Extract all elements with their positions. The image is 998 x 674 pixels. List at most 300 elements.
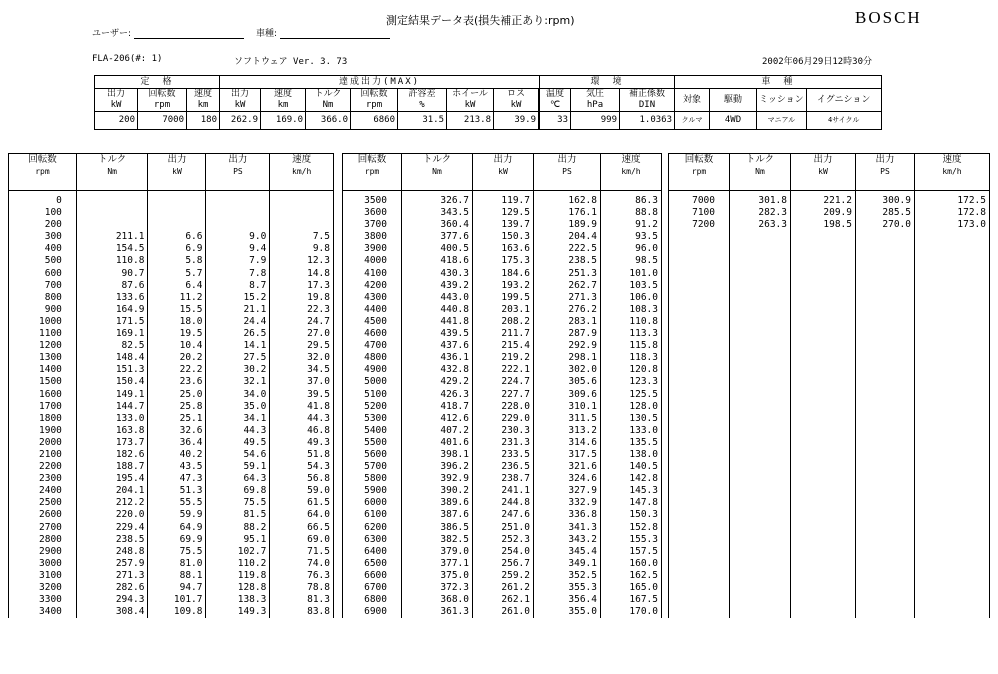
- col-label-ps: 出力: [875, 154, 895, 165]
- col-unit-torque: Nm: [755, 167, 765, 176]
- cell-rpm: 7100: [669, 207, 730, 219]
- cell-speed: 74.0: [270, 558, 334, 570]
- cell-power: 211.7: [473, 328, 534, 340]
- cell-rpm: 5000: [343, 376, 402, 388]
- cell-torque: 387.6: [402, 509, 473, 521]
- cell-torque: 257.9: [76, 558, 148, 570]
- cell-power: 36.4: [148, 437, 206, 449]
- cell-speed: [915, 509, 990, 521]
- cell-power: [148, 207, 206, 219]
- cell-rpm: 5700: [343, 461, 402, 473]
- cell-torque: [730, 376, 791, 388]
- cell-rpm: 4500: [343, 316, 402, 328]
- cell-speed: 138.0: [601, 449, 662, 461]
- cell-power: [791, 594, 856, 606]
- cell-power: 228.0: [473, 401, 534, 413]
- cell-rpm: 100: [9, 207, 77, 219]
- cell-power: [791, 255, 856, 267]
- hdr-achieved-rpm: 回転数 rpm: [351, 89, 398, 112]
- cell-speed: 78.8: [270, 582, 334, 594]
- cell-power: 238.7: [473, 473, 534, 485]
- val-target: クルマ: [675, 112, 710, 130]
- col-unit-rpm: rpm: [691, 167, 707, 176]
- cell-power: 229.0: [473, 413, 534, 425]
- table-row: [669, 191, 990, 208]
- cell-speed: 81.3: [270, 594, 334, 606]
- cell-ps: [856, 485, 915, 497]
- cell-power: 5.8: [148, 255, 206, 267]
- cell-speed: 51.8: [270, 449, 334, 461]
- cell-ps: [856, 280, 915, 292]
- cell-rpm: [669, 534, 730, 546]
- cell-speed: 66.5: [270, 522, 334, 534]
- cell-torque: [730, 437, 791, 449]
- cell-speed: 24.7: [270, 316, 334, 328]
- cell-rpm: 1100: [9, 328, 77, 340]
- cell-power: [791, 340, 856, 352]
- cell-torque: 282.6: [76, 582, 148, 594]
- cell-speed: 160.0: [601, 558, 662, 570]
- cell-rpm: 4700: [343, 340, 402, 352]
- cell-speed: 128.0: [601, 401, 662, 413]
- cell-speed: 172.5: [915, 191, 990, 208]
- cell-torque: 440.8: [402, 304, 473, 316]
- cell-speed: [915, 340, 990, 352]
- cell-power: 6.9: [148, 243, 206, 255]
- cell-torque: 418.6: [402, 255, 473, 267]
- cell-torque: 263.3: [730, 219, 791, 231]
- cell-rpm: 300: [9, 231, 77, 243]
- hdr-mission: ミッション: [757, 89, 807, 112]
- cell-speed: [915, 243, 990, 255]
- col-label-speed: 速度: [942, 154, 962, 165]
- cell-rpm: 2600: [9, 509, 77, 521]
- cell-rpm: 6000: [343, 497, 402, 509]
- cell-ps: 287.9: [534, 328, 601, 340]
- cell-torque: 372.3: [402, 582, 473, 594]
- cell-power: 119.7: [473, 191, 534, 208]
- table-row: [343, 425, 662, 437]
- cell-ps: 355.3: [534, 582, 601, 594]
- hdr-achieved-speed: 速度 km: [261, 89, 306, 112]
- col-header-ps: [856, 154, 915, 191]
- cell-rpm: 1200: [9, 340, 77, 352]
- cell-ps: 95.1: [206, 534, 270, 546]
- cell-speed: 162.5: [601, 570, 662, 582]
- cell-ps: 317.5: [534, 449, 601, 461]
- val-achieved-power: 262.9: [220, 112, 261, 130]
- cell-torque: 195.4: [76, 473, 148, 485]
- cell-torque: 382.5: [402, 534, 473, 546]
- col-unit-power: kW: [172, 167, 182, 176]
- cell-rpm: [669, 522, 730, 534]
- measurement-datetime: 2002年06月29日12時30分: [762, 57, 873, 67]
- cell-rpm: 1700: [9, 401, 77, 413]
- cell-torque: 343.5: [402, 207, 473, 219]
- cell-rpm: [669, 292, 730, 304]
- col-unit-power: kW: [818, 167, 828, 176]
- table-row: [669, 461, 990, 473]
- cell-torque: 407.2: [402, 425, 473, 437]
- cell-torque: 169.1: [76, 328, 148, 340]
- cell-rpm: 4200: [343, 280, 402, 292]
- table-row: [9, 219, 334, 231]
- val-tolerance: 31.5: [398, 112, 447, 130]
- table-row: [343, 219, 662, 231]
- cell-ps: [206, 207, 270, 219]
- val-loss: 39.9: [494, 112, 539, 130]
- cell-power: 244.8: [473, 497, 534, 509]
- col-header-rpm: [669, 154, 730, 191]
- cell-power: 25.0: [148, 389, 206, 401]
- cell-rpm: 0: [9, 191, 77, 208]
- cell-power: [148, 191, 206, 208]
- cell-ps: 313.2: [534, 425, 601, 437]
- col-unit-torque: Nm: [432, 167, 442, 176]
- cell-torque: 90.7: [76, 268, 148, 280]
- cell-rpm: [669, 328, 730, 340]
- cell-torque: [730, 425, 791, 437]
- cell-torque: 377.6: [402, 231, 473, 243]
- cell-torque: 248.8: [76, 546, 148, 558]
- col-header-torque: [730, 154, 791, 191]
- cell-ps: 64.3: [206, 473, 270, 485]
- table-row: [669, 437, 990, 449]
- cell-rpm: [669, 473, 730, 485]
- cell-speed: 101.0: [601, 268, 662, 280]
- table-row: [9, 328, 334, 340]
- data-table-3: [668, 153, 990, 618]
- cell-torque: 212.2: [76, 497, 148, 509]
- cell-torque: 282.3: [730, 207, 791, 219]
- table-row: [9, 594, 334, 606]
- cell-power: [791, 582, 856, 594]
- cell-ps: [856, 304, 915, 316]
- cell-speed: [270, 191, 334, 208]
- cell-speed: [915, 546, 990, 558]
- cell-ps: 300.9: [856, 191, 915, 208]
- cell-rpm: 600: [9, 268, 77, 280]
- cell-power: 231.3: [473, 437, 534, 449]
- cell-power: 19.5: [148, 328, 206, 340]
- cell-torque: [730, 546, 791, 558]
- cell-ps: [856, 328, 915, 340]
- cell-speed: 110.8: [601, 316, 662, 328]
- cell-power: 261.0: [473, 606, 534, 618]
- cell-speed: 34.5: [270, 364, 334, 376]
- cell-speed: 29.5: [270, 340, 334, 352]
- cell-power: 208.2: [473, 316, 534, 328]
- table-row: [9, 389, 334, 401]
- cell-torque: [730, 364, 791, 376]
- cell-speed: 44.3: [270, 413, 334, 425]
- cell-torque: 164.9: [76, 304, 148, 316]
- cell-ps: 26.5: [206, 328, 270, 340]
- col-unit-rpm: rpm: [364, 167, 380, 176]
- table-row: [9, 243, 334, 255]
- cell-rpm: 6100: [343, 509, 402, 521]
- cell-speed: 103.5: [601, 280, 662, 292]
- cell-ps: [856, 255, 915, 267]
- table-row: [343, 401, 662, 413]
- table-row: [669, 522, 990, 534]
- cell-ps: 14.1: [206, 340, 270, 352]
- table-row: [669, 413, 990, 425]
- cell-ps: 309.6: [534, 389, 601, 401]
- cell-speed: [270, 207, 334, 219]
- cell-ps: [856, 292, 915, 304]
- col-unit-speed: km/h: [292, 167, 312, 176]
- cell-speed: 88.8: [601, 207, 662, 219]
- cell-torque: [730, 534, 791, 546]
- cell-ps: 336.8: [534, 509, 601, 521]
- cell-rpm: 1500: [9, 376, 77, 388]
- cell-rpm: [669, 449, 730, 461]
- cell-ps: 7.9: [206, 255, 270, 267]
- cell-torque: 426.3: [402, 389, 473, 401]
- cell-speed: 32.0: [270, 352, 334, 364]
- col-label-rpm: 回転数: [357, 154, 387, 165]
- cell-torque: 436.1: [402, 352, 473, 364]
- table-row: [9, 437, 334, 449]
- cell-torque: 326.7: [402, 191, 473, 208]
- table-row: [669, 401, 990, 413]
- cell-rpm: [669, 401, 730, 413]
- hdr-wheel: ホイール kW: [447, 89, 494, 112]
- cell-speed: [915, 231, 990, 243]
- cell-power: 55.5: [148, 497, 206, 509]
- cell-torque: [730, 255, 791, 267]
- table-row: [343, 497, 662, 509]
- table-row: [343, 473, 662, 485]
- col-header-torque: [76, 154, 148, 191]
- cell-power: 23.6: [148, 376, 206, 388]
- cell-power: 43.5: [148, 461, 206, 473]
- cell-speed: [915, 558, 990, 570]
- cell-rpm: 3600: [343, 207, 402, 219]
- table-row: [343, 534, 662, 546]
- cell-speed: [915, 473, 990, 485]
- table-row: [9, 207, 334, 219]
- cell-torque: [730, 413, 791, 425]
- cell-speed: 120.8: [601, 364, 662, 376]
- val-rpm: 7000: [138, 112, 187, 130]
- col-unit-speed: km/h: [621, 167, 641, 176]
- cell-power: [791, 570, 856, 582]
- cell-power: 129.5: [473, 207, 534, 219]
- cell-rpm: 2200: [9, 461, 77, 473]
- cell-ps: [856, 231, 915, 243]
- cell-rpm: 4600: [343, 328, 402, 340]
- cell-ps: 24.4: [206, 316, 270, 328]
- model-id: FLA-206(#: 1): [92, 54, 163, 64]
- table-row: [9, 570, 334, 582]
- table-row: [669, 255, 990, 267]
- table-row: [343, 509, 662, 521]
- data-table-1: [8, 153, 334, 618]
- cell-speed: 49.3: [270, 437, 334, 449]
- table-row: [9, 546, 334, 558]
- cell-ps: [856, 316, 915, 328]
- cell-ps: 59.1: [206, 461, 270, 473]
- cell-rpm: [669, 594, 730, 606]
- cell-power: 109.8: [148, 606, 206, 618]
- table-row: [669, 497, 990, 509]
- col-unit-torque: Nm: [107, 167, 117, 176]
- cell-ps: [856, 376, 915, 388]
- cell-torque: [730, 328, 791, 340]
- col-label-ps: 出力: [228, 154, 248, 165]
- cell-rpm: 700: [9, 280, 77, 292]
- cell-ps: [856, 340, 915, 352]
- cell-rpm: 2100: [9, 449, 77, 461]
- cell-torque: [730, 280, 791, 292]
- cell-ps: 30.2: [206, 364, 270, 376]
- cell-torque: 418.7: [402, 401, 473, 413]
- cell-power: [791, 522, 856, 534]
- cell-rpm: [669, 364, 730, 376]
- cell-power: 47.3: [148, 473, 206, 485]
- cell-speed: 59.0: [270, 485, 334, 497]
- cell-speed: [915, 437, 990, 449]
- cell-ps: 314.6: [534, 437, 601, 449]
- table-row: [669, 473, 990, 485]
- cell-speed: 106.0: [601, 292, 662, 304]
- table-row: [343, 522, 662, 534]
- cell-torque: 379.0: [402, 546, 473, 558]
- table-row: [669, 534, 990, 546]
- vehicle-value-line: [280, 29, 390, 39]
- table-row: [9, 582, 334, 594]
- cell-torque: 133.6: [76, 292, 148, 304]
- cell-ps: 349.1: [534, 558, 601, 570]
- cell-power: 193.2: [473, 280, 534, 292]
- cell-power: [791, 497, 856, 509]
- table-row: [9, 522, 334, 534]
- cell-speed: 64.0: [270, 509, 334, 521]
- cell-rpm: 800: [9, 292, 77, 304]
- cell-ps: 149.3: [206, 606, 270, 618]
- cell-speed: [915, 594, 990, 606]
- cell-power: 18.0: [148, 316, 206, 328]
- cell-power: [791, 364, 856, 376]
- cell-rpm: [669, 413, 730, 425]
- table-row: [343, 582, 662, 594]
- cell-rpm: 4400: [343, 304, 402, 316]
- cell-torque: [76, 191, 148, 208]
- cell-torque: [730, 231, 791, 243]
- cell-speed: [915, 485, 990, 497]
- cell-speed: [915, 570, 990, 582]
- cell-torque: 301.8: [730, 191, 791, 208]
- cell-ps: [206, 191, 270, 208]
- cell-power: 51.3: [148, 485, 206, 497]
- table-row: [9, 401, 334, 413]
- table-row: [343, 207, 662, 219]
- cell-torque: 173.7: [76, 437, 148, 449]
- cell-rpm: 1300: [9, 352, 77, 364]
- cell-torque: [730, 292, 791, 304]
- cell-power: 5.7: [148, 268, 206, 280]
- val-wheel: 213.8: [447, 112, 494, 130]
- cell-torque: 396.2: [402, 461, 473, 473]
- hdr-loss: ロス kW: [494, 89, 539, 112]
- cell-power: [791, 437, 856, 449]
- cell-rpm: 6400: [343, 546, 402, 558]
- cell-torque: 229.4: [76, 522, 148, 534]
- cell-speed: [915, 497, 990, 509]
- col-unit-power: kW: [498, 167, 508, 176]
- cell-ps: [856, 473, 915, 485]
- cell-speed: [915, 522, 990, 534]
- cell-ps: 34.0: [206, 389, 270, 401]
- summary-table: [94, 75, 882, 130]
- brand-logo: BOSCH: [855, 8, 922, 27]
- cell-power: 209.9: [791, 207, 856, 219]
- cell-rpm: 3400: [9, 606, 77, 618]
- table-row: [669, 485, 990, 497]
- cell-rpm: 2400: [9, 485, 77, 497]
- cell-rpm: [669, 558, 730, 570]
- col-header-power: [791, 154, 856, 191]
- cell-rpm: 1600: [9, 389, 77, 401]
- table-row: [9, 316, 334, 328]
- table-row: [9, 425, 334, 437]
- group-achieved: 達成出力(MAX): [220, 76, 540, 89]
- cell-power: [791, 231, 856, 243]
- cell-torque: [730, 401, 791, 413]
- cell-rpm: 5900: [343, 485, 402, 497]
- cell-power: 199.5: [473, 292, 534, 304]
- cell-speed: [915, 413, 990, 425]
- cell-ps: 176.1: [534, 207, 601, 219]
- table-row: [9, 497, 334, 509]
- val-achieved-speed: 169.0: [261, 112, 306, 130]
- cell-power: 64.9: [148, 522, 206, 534]
- cell-ps: 283.1: [534, 316, 601, 328]
- table-row: [343, 231, 662, 243]
- cell-rpm: 4000: [343, 255, 402, 267]
- cell-speed: [915, 449, 990, 461]
- cell-ps: 21.1: [206, 304, 270, 316]
- cell-speed: 96.0: [601, 243, 662, 255]
- hdr-speed: 速度 km: [187, 89, 220, 112]
- cell-torque: 401.6: [402, 437, 473, 449]
- cell-speed: 12.3: [270, 255, 334, 267]
- cell-rpm: [669, 352, 730, 364]
- table-row: [9, 449, 334, 461]
- group-environment: 環 境: [540, 76, 675, 89]
- cell-rpm: [669, 570, 730, 582]
- cell-torque: 432.8: [402, 364, 473, 376]
- cell-rpm: 4900: [343, 364, 402, 376]
- cell-ps: [856, 606, 915, 618]
- cell-torque: 443.0: [402, 292, 473, 304]
- cell-rpm: 2500: [9, 497, 77, 509]
- val-correction: 1.0363: [620, 112, 675, 130]
- table-row: [9, 376, 334, 388]
- cell-power: [791, 413, 856, 425]
- data-table-2: [342, 153, 662, 618]
- cell-rpm: 2700: [9, 522, 77, 534]
- table-row: [343, 268, 662, 280]
- cell-power: 11.2: [148, 292, 206, 304]
- cell-speed: 86.3: [601, 191, 662, 208]
- cell-power: [791, 485, 856, 497]
- cell-power: [791, 280, 856, 292]
- cell-rpm: 200: [9, 219, 77, 231]
- cell-torque: 204.1: [76, 485, 148, 497]
